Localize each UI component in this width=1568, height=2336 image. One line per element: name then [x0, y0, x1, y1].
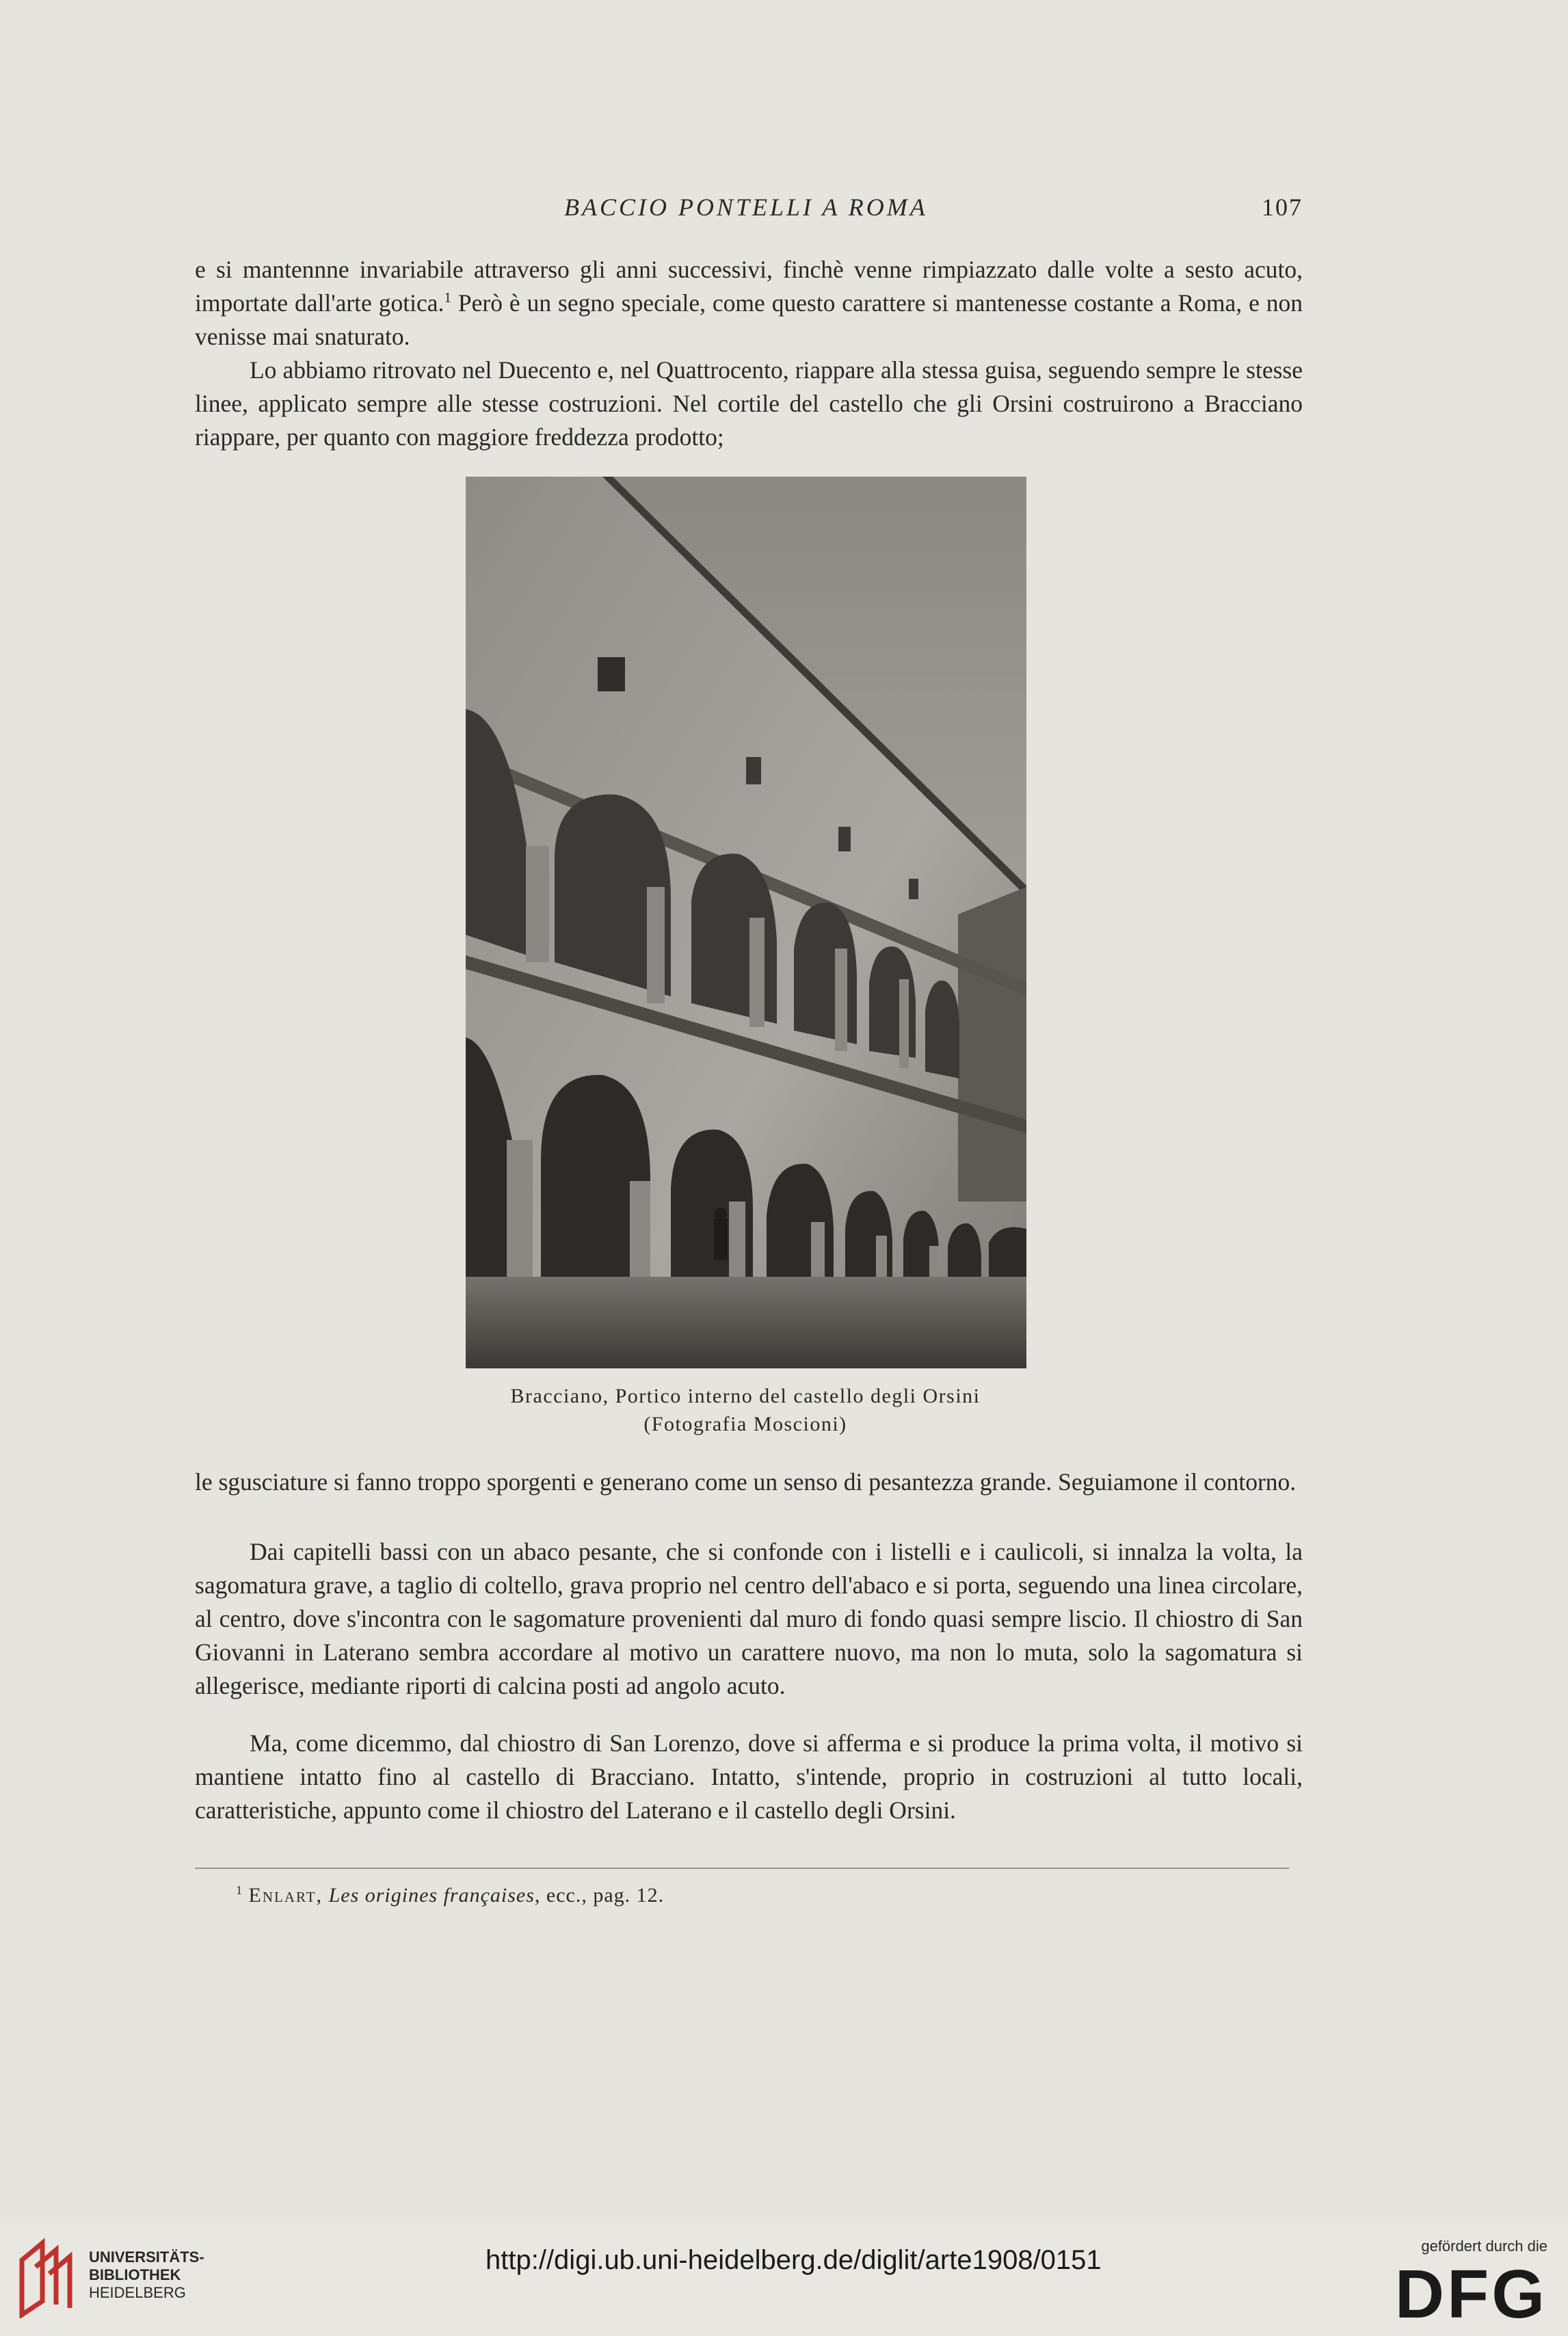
page-number: 107 — [1262, 194, 1303, 221]
footnote-author: Enlart, — [248, 1884, 323, 1907]
paragraph-1-text-a: e si mantennne invariabile attraverso gli anni successivi, finchè venne rimpiazzato dalle volte a sesto acuto, importate dall'arte gotica. — [195, 256, 1303, 317]
footnote-marker: 1 — [236, 1883, 243, 1897]
paragraph-3: le sgusciature si fanno troppo sporgenti e generano come un senso di pesantezza grande. Seguiamone il contorno. — [195, 1468, 1297, 1496]
courtyard-photograph — [466, 477, 1026, 1368]
paragraph-1-text-b: Però è un segno speciale, come questo carattere si mantenesse costante a Roma, e non venisse mai snaturato. — [195, 289, 1303, 350]
paragraph-1 — [195, 253, 1303, 354]
paragraph-2: Lo abbiamo ritrovato nel Duecento e, nel Quattrocento, riappare alla stessa guisa, seguendo sempre le stesse linee, applicato sempre alle stesse costruzioni. Nel cortile del castello che gli Orsini costruirono a Bracciano riappare, per quanto con maggiore freddezza prodotto; — [195, 356, 1303, 451]
permalink-url[interactable]: http://digi.ub.uni-heidelberg.de/diglit/arte1908/0151 — [486, 2245, 1102, 2275]
digitization-footer — [0, 2222, 1568, 2336]
library-name-line-1: UNIVERSITÄTS- — [89, 2248, 204, 2266]
footnote-reference: ecc., pag. 12. — [546, 1884, 665, 1907]
library-name-line-3: HEIDELBERG — [89, 2284, 186, 2301]
funding-note: gefördert durch die — [1421, 2238, 1547, 2255]
dfg-logo: DFG — [1394, 2256, 1547, 2333]
library-name-line-2: BIBLIOTHEK — [89, 2266, 181, 2283]
paragraph-4: Dai capitelli bassi con un abaco pesante, che si confonde con i listelli e i caulicoli, si innalza la volta, la sagomatura grave, a taglio di coltello, grava proprio nel centro dell'abaco e si porta, seguendo una linea circolare, al centro, dove s'incontra con le sagomature provenienti dal muro di fondo quasi sempre liscio. Il chiostro di San Giovanni in Laterano sembra accordare al motivo un carattere nuovo, ma non lo muta, solo la sagomatura si allegerisce, mediante riporti di calcina posti ad angolo acuto. — [195, 1538, 1303, 1699]
footnote-ref[interactable]: 1 — [444, 289, 451, 306]
footnote-divider — [195, 1868, 1289, 1869]
figure-credit: (Fotografia Moscioni) — [643, 1413, 847, 1435]
footnote — [236, 1884, 664, 1907]
paragraph-5: Ma, come dicemmo, dal chiostro di San Lorenzo, dove si afferma e si produce la prima volta, il motivo si mantiene intatto fino al castello di Bracciano. Intatto, s'intende, proprio in costruzioni al tutto locali, caratteristiche, appunto come il chiostro del Laterano e il castello degli Orsini. — [195, 1729, 1303, 1824]
running-title: BACCIO PONTELLI A ROMA — [564, 194, 928, 221]
running-head — [195, 193, 1303, 234]
figure-caption: Bracciano, Portico interno del castello degli Orsini — [510, 1385, 981, 1407]
courtyard-photograph-image — [466, 477, 1026, 1368]
footnote-title: Les origines françaises, — [328, 1884, 541, 1907]
university-library-logo-icon — [15, 2236, 80, 2318]
library-name — [89, 2248, 204, 2302]
